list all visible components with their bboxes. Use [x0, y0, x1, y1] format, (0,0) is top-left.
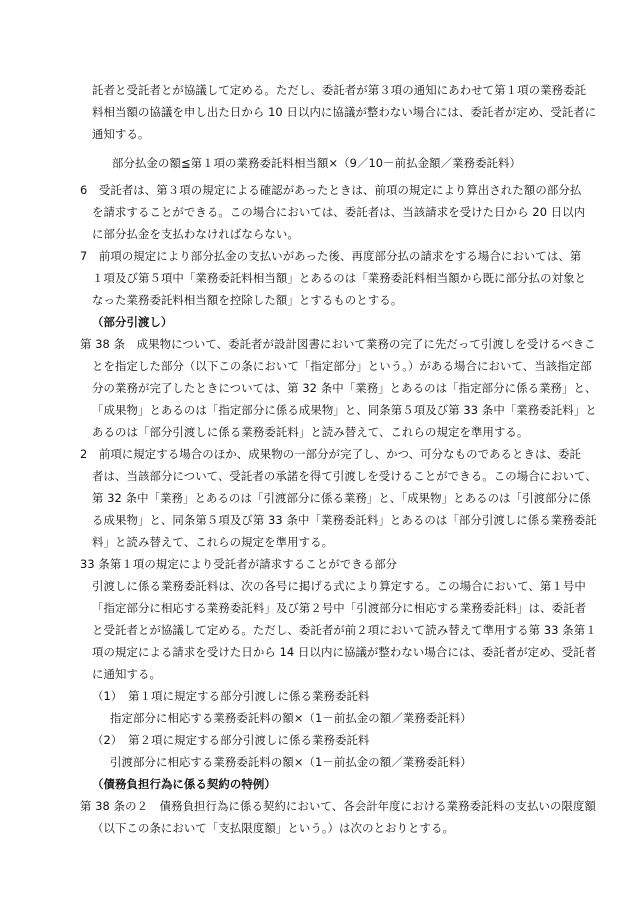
text-line: 者は、当該部分について、受託者の承諾を得て引渡しを受けることができる。この場合において、 [92, 469, 597, 483]
text-line: 7 前項の規定により部分払金の支払いがあった後、再度部分払の請求をする場合においては、第 [80, 249, 582, 263]
text-line: る成果物」と、同条第５項及び第 33 条中「業務委託料」とあるのは「部分引渡しに係る業務委託 [92, 513, 597, 527]
section-heading: （部分引渡し） [92, 315, 173, 329]
text-line: あるのは「部分引渡しに係る業務委託料」と読み替えて、これらの規定を準用する。 [92, 425, 529, 439]
text-line: 引渡しに係る業務委託料は、次の各号に掲げる式により算定する。この場合において、第１号中 [92, 579, 586, 593]
text-line: 託者と受託者とが協議して定める。ただし、委託者が第３項の通知にあわせて第１項の業務委託 [92, 83, 587, 97]
text-line: に部分払金を支払わなければならない。 [92, 227, 299, 241]
section-heading: （債務負担行為に係る契約の特例） [92, 777, 276, 791]
text-line: 料相当額の協議を申し出た日から 10 日以内に協議が整わない場合には、委託者が定め、受託者に [92, 105, 597, 119]
text-line: 料」と読み替えて、これらの規定を準用する。 [92, 535, 334, 549]
text-line: に通知する。 [92, 667, 161, 681]
list-item: （2） 第２項に規定する部分引渡しに係る業務委託料 [92, 733, 370, 747]
text-line: 33 条第１項の規定により受託者が請求することができる部分 [80, 557, 398, 571]
text-line: １項及び第５項中「業務委託料相当額」とあるのは「業務委託料相当額から既に部分払の対象と [92, 271, 587, 285]
formula-line: 部分払金の額≦第１項の業務委託料相当額×（9／10－前払金額／業務委託料） [112, 156, 522, 170]
text-line: 項の規定による請求を受けた日から 14 日以内に協議が整わない場合には、委託者が定め、受託者 [92, 645, 597, 659]
formula-line: 引渡部分に相応する業務委託料の額×（1－前払金の額／業務委託料） [110, 755, 472, 769]
text-line: 第 32 条中「業務」とあるのは「引渡部分に係る業務」と、「成果物」とあるのは「引渡部分に係 [92, 491, 592, 505]
formula-line: 指定部分に相応する業務委託料の額×（1－前払金の額／業務委託料） [110, 711, 472, 725]
text-line: 6 受託者は、第３項の規定による確認があったときは、前項の規定により算出された額の部分払 [80, 183, 582, 197]
text-line: 2 前項に規定する場合のほか、成果物の一部分が完了し、かつ、可分なものであるときは、委託 [80, 447, 581, 461]
text-line: 「成果物」とあるのは「指定部分に係る成果物」と、同条第５項及び第 33 条中「業務委託料」と [92, 403, 597, 417]
list-item: （1） 第１項に規定する部分引渡しに係る業務委託料 [92, 689, 370, 703]
text-line: （以下この条において「支払限度額」という。）は次のとおりとする。 [92, 821, 455, 835]
text-line: 通知する。 [92, 127, 150, 141]
article-line: 第 38 条 成果物について、委託者が設計図書において業務の完了に先だって引渡しを受けるべきこ [80, 337, 596, 351]
text-line: なった業務委託料相当額を控除した額」とするものとする。 [92, 293, 403, 307]
text-line: 分の業務が完了したときについては、第 32 条中「業務」とあるのは「指定部分に係る業務」と、 [92, 381, 597, 395]
text-line: を請求することができる。この場合においては、委託者は、当該請求を受けた日から 20 日以内 [92, 205, 586, 219]
article-line: 第 38 条の２ 債務負担行為に係る契約において、各会計年度における業務委託料の支払いの限度額 [80, 799, 597, 813]
text-line: 「指定部分に相応する業務委託料」及び第２号中「引渡部分に相応する業務委託料」は、委託者 [92, 601, 587, 615]
text-line: と受託者とが協議して定める。ただし、委託者が前２項において読み替えて準用する第 33 条第１ [92, 623, 597, 637]
text-line: とを指定した部分（以下この条において「指定部分」という。）がある場合において、当該指定部 [92, 359, 592, 373]
